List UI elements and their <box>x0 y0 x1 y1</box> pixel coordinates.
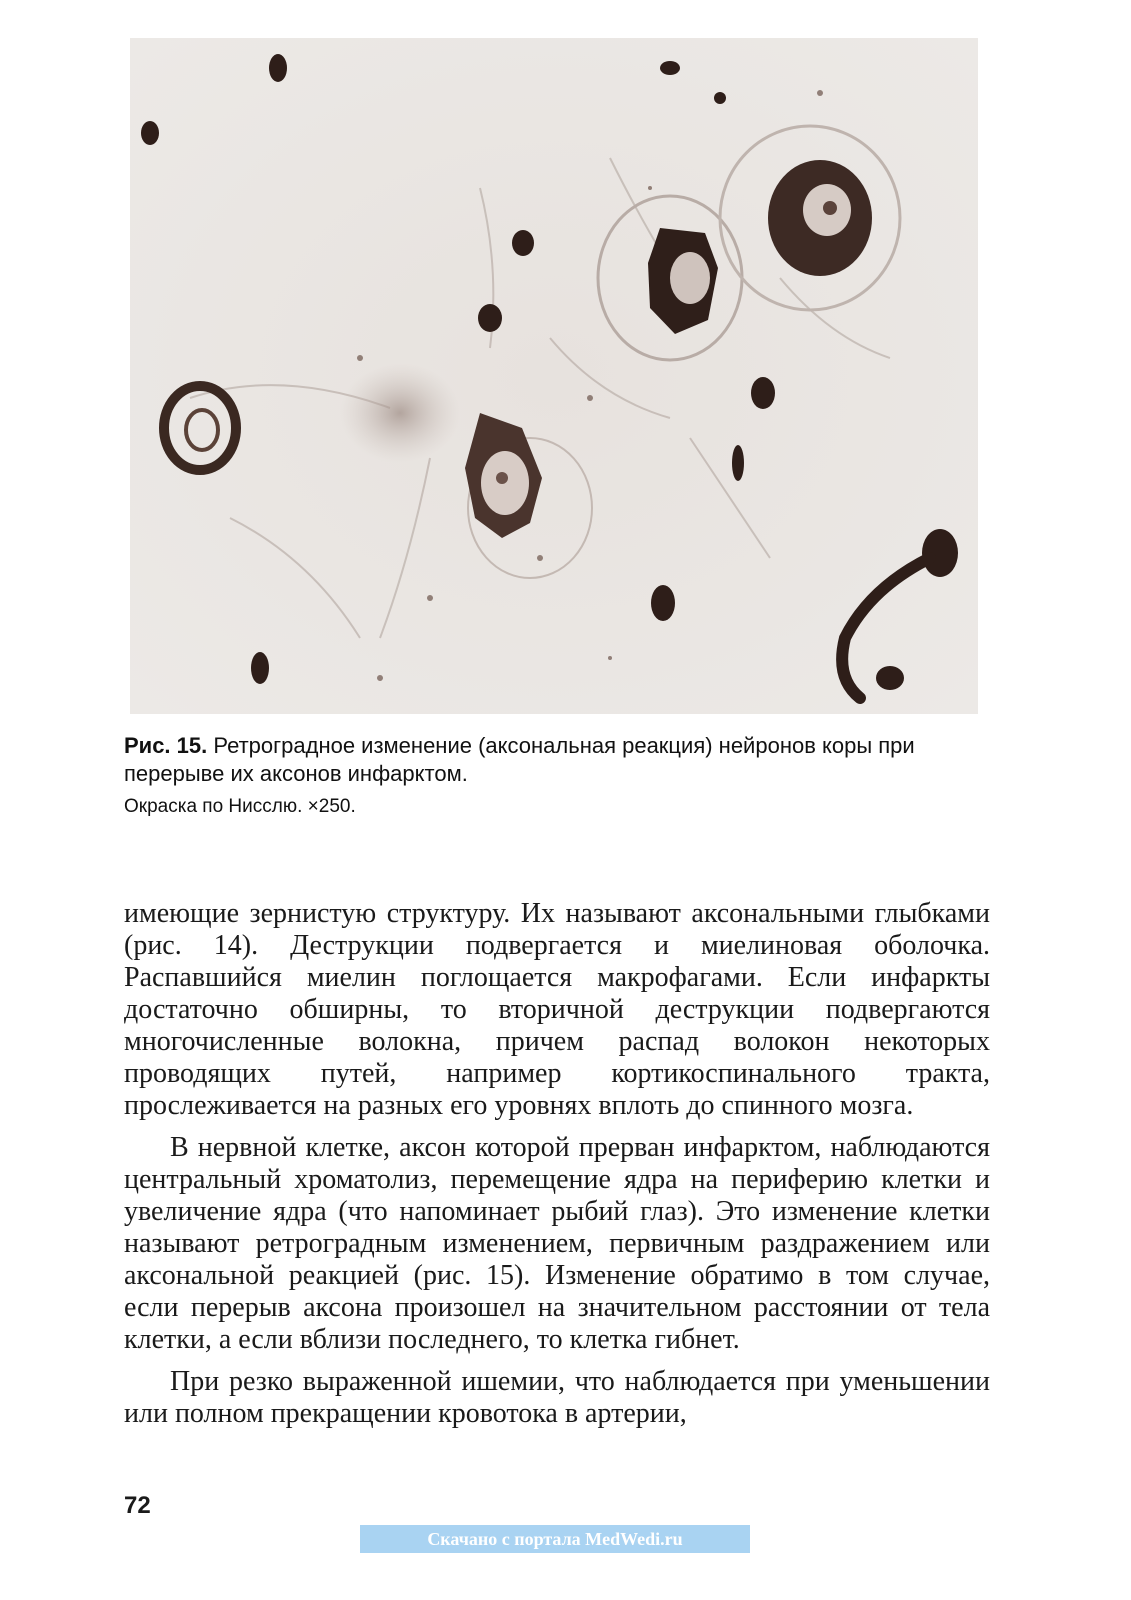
caption-title <box>124 732 1004 788</box>
paragraph: В нервной клетке, аксон которой прерван инфарктом, наблюдаются центральный хроматолиз, перемещение ядра на периферию клетки и увеличение ядра (что напоминает рыбий глаз). Это изменение клетки называют ретроградным изменением, первичным раздражением или аксональной реакцией (рис. 15). Изменение обратимо в том случае, если перерыв аксона произошел на значительном расстоянии от тела клетки, а если вблизи последнего, то клетка гибнет. <box>124 1132 990 1355</box>
watermark-banner: Скачано с портала MedWedi.ru <box>360 1525 750 1553</box>
micrograph-image <box>130 38 978 714</box>
page-number: 72 <box>124 1492 151 1519</box>
caption-stain-note: Окраска по Нисслю. ×250. <box>124 796 356 817</box>
caption-text: Ретроградное изменение (аксональная реакция) нейронов коры при перерыве их аксонов инфарктом. <box>124 733 915 786</box>
micrograph-figure <box>130 38 978 714</box>
figure-caption <box>124 732 1004 820</box>
paragraph: имеющие зернистую структуру. Их называют аксональными глыбками (рис. 14). Деструкции подвергается и миелиновая оболочка. Распавшийся миелин поглощается макрофагами. Если инфаркты достаточно обширны, то вторичной деструкции подвергаются многочисленные волокна, причем распад волокон некоторых проводящих путей, например кортикоспинального тракта, прослеживается на разных его уровнях вплоть до спинного мозга. <box>124 898 990 1121</box>
caption-label: Рис. 15. <box>124 733 208 758</box>
body-text <box>124 898 990 1440</box>
paragraph: При резко выраженной ишемии, что наблюдается при уменьшении или полном прекращении кровотока в артерии, <box>124 1366 990 1429</box>
